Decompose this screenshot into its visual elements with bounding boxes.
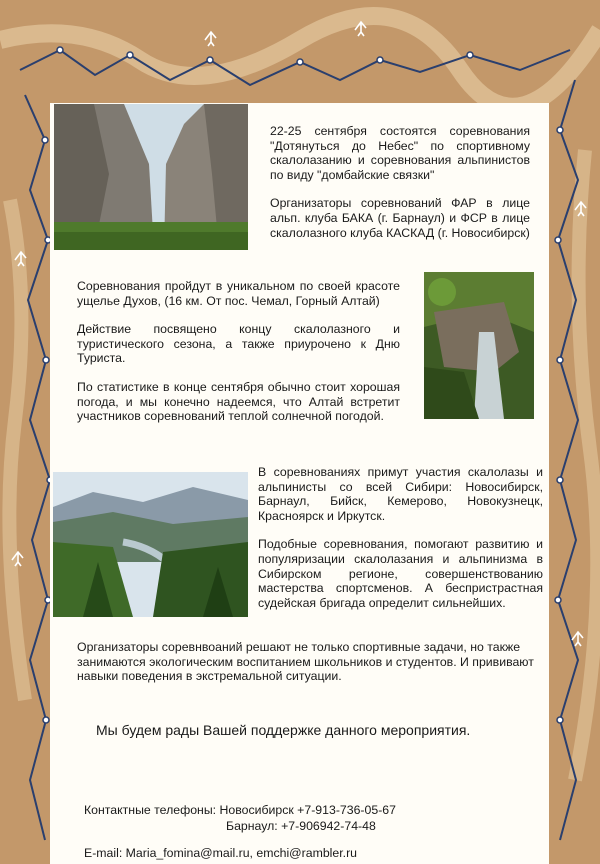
intro-paragraph-1: 22-25 сентября состоятся соревнования "Дотянуться до Небес" по спортивному скалолазанию и соревнования альпинистов по виду "домбайские связки" — [270, 124, 530, 182]
participants-paragraph-2: Подобные соревнования, помогают развитию и популяризации скалолазания и альпинизма в Сибирском регионе, совершенствованию мастерства спортсменов. А беспристрастная судейская бригада определит сильнейших. — [258, 537, 543, 610]
participants-text — [258, 465, 543, 610]
organizers-note-text: Организаторы соревнвоаний решают не только спортивные задачи, но также занимаются экологическим воспитанием школьников и студентов. И прививают навыки поведения в экстремальной ситуации. — [77, 640, 534, 684]
venue-paragraph-3: По статистике в конце сентября обычно стоит хорошая погода, и мы конечно надеемся, что Алтай встретит участников соревнований теплой солнечной погодой. — [77, 379, 400, 424]
contact-phones — [84, 802, 396, 834]
waterfall-photo — [424, 272, 534, 419]
contact-email: E-mail: Maria_fomina@mail.ru, emchi@rambler.ru — [84, 846, 358, 860]
intro-text — [270, 124, 530, 240]
contact-phones-line-2: Барнаул: +7-906942-74-48 — [226, 819, 376, 833]
contact-phones-line-1: Контактные телефоны: Новосибирск +7-913-736-05-67 — [84, 803, 396, 817]
organizers-note — [77, 640, 547, 684]
venue-paragraph-2: Действие посвящено концу скалолазного и туристического сезона, а также приурочено к Дню Туриста. — [77, 322, 400, 366]
support-line: Мы будем рады Вашей поддержке данного мероприятия. — [96, 722, 471, 738]
venue-text — [77, 279, 400, 424]
valley-photo — [53, 472, 248, 617]
venue-paragraph-1: Соревнования пройдут в уникальном по своей красоте ущелье Духов, (16 км. От пос. Чемал, Горный Алтай) — [77, 279, 400, 308]
participants-paragraph-1: В соревнованиях примут участия скалолазы и альпинисты со всей Сибири: Новосибирск, Барнаул, Бийск, Кемерово, Новокузнецк, Красноярск и Иркутск. — [258, 465, 543, 523]
intro-paragraph-2: Организаторы соревнований ФАР в лице альп. клуба БАКА (г. Барнаул) и ФСР в лице скалолазного клуба КАСКАД (г. Новосибирск) — [270, 196, 530, 240]
gorge-photo — [54, 104, 248, 250]
